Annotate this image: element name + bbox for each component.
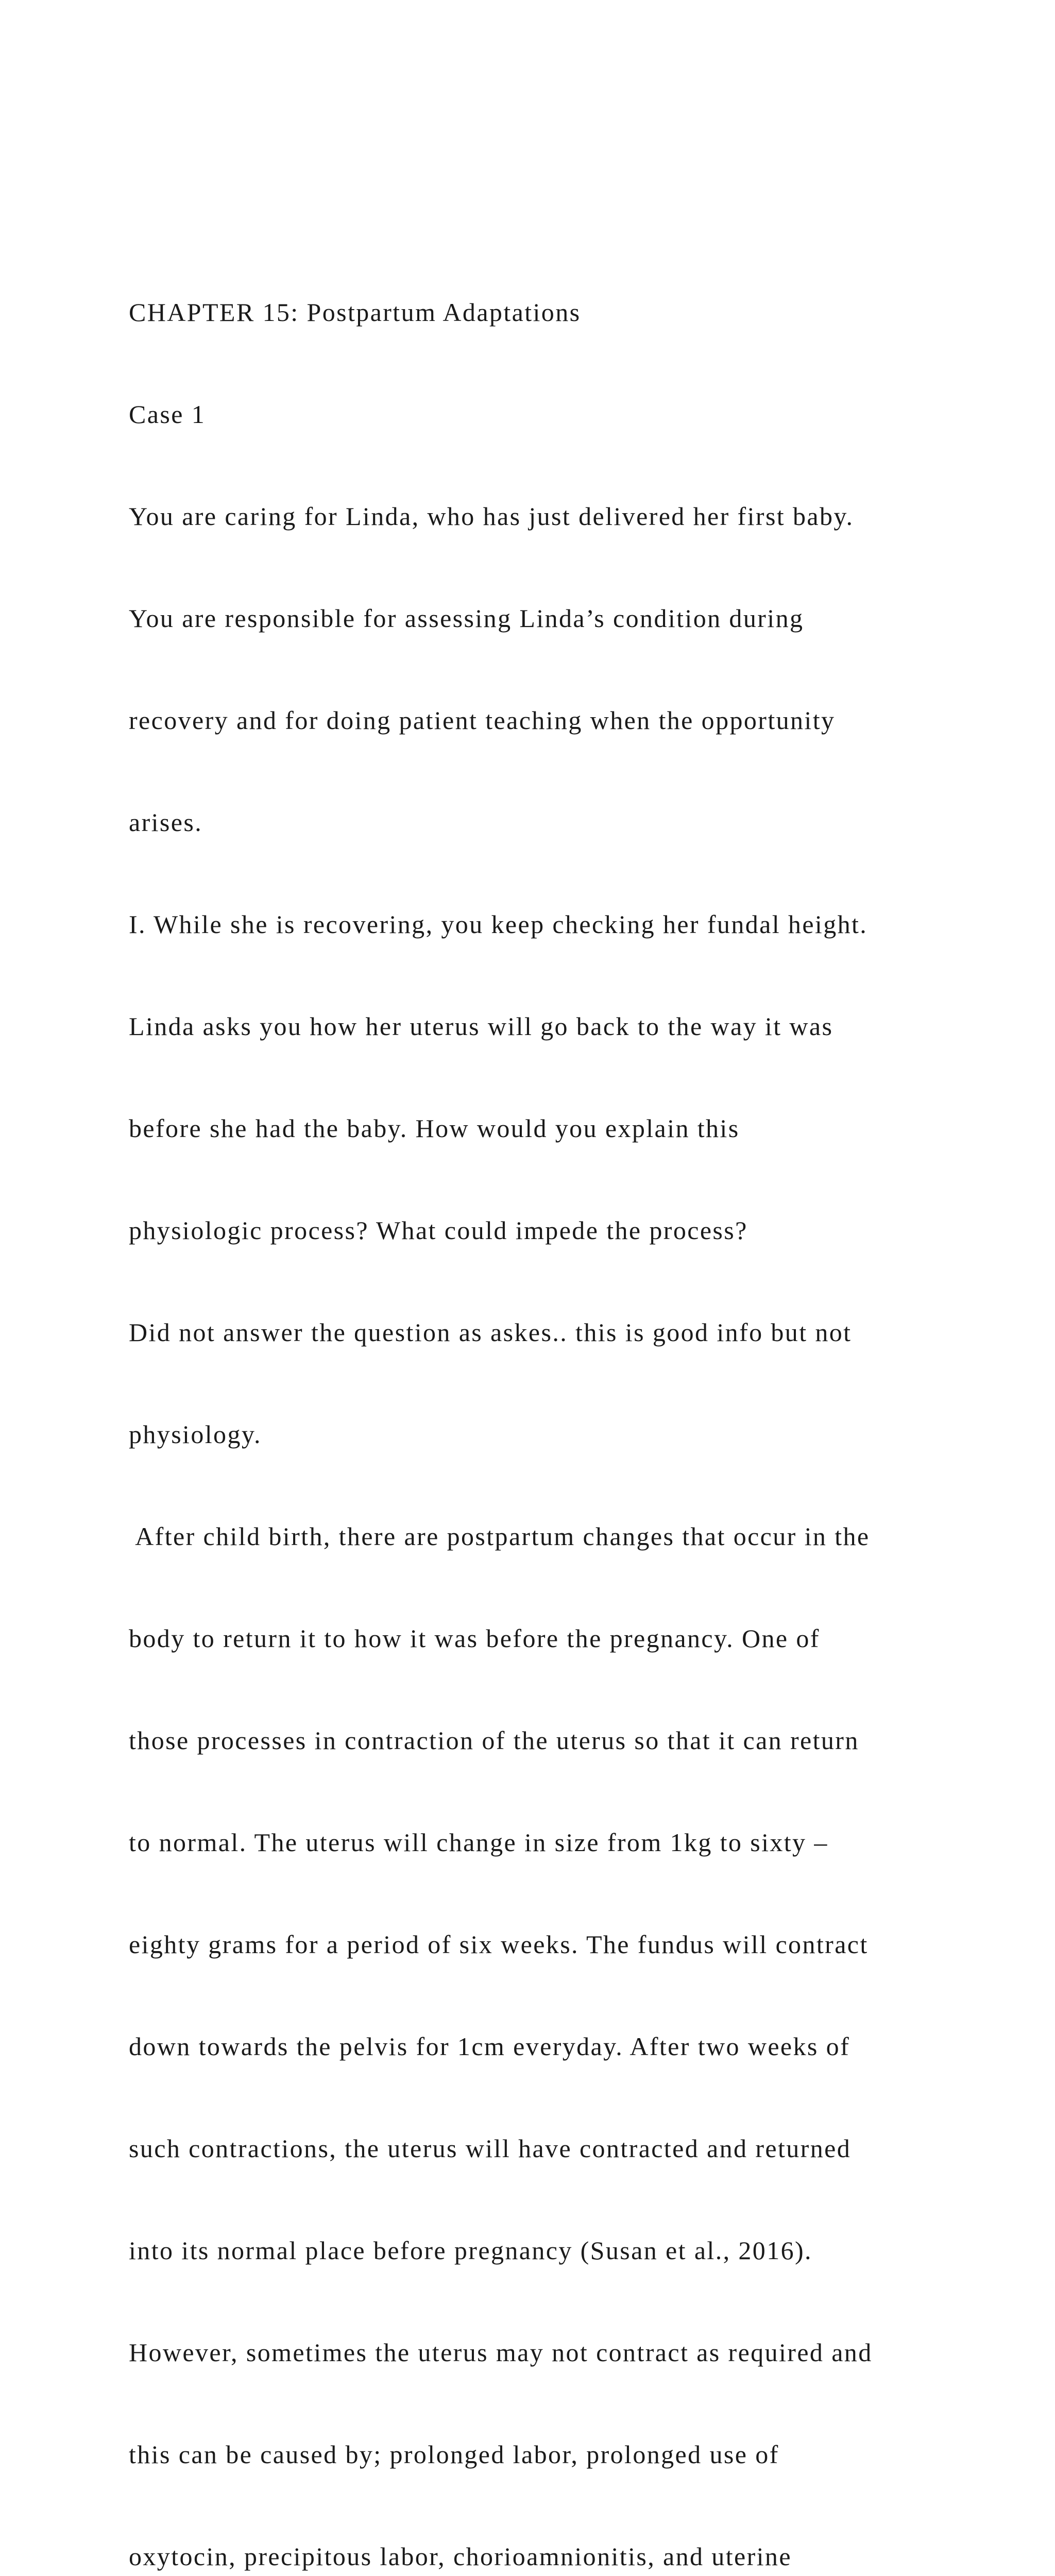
- answer-1-line: to normal. The uterus will change in size from 1kg to sixty –: [129, 1828, 828, 1857]
- question-1-line: before she had the baby. How would you explain this: [129, 1114, 740, 1143]
- chapter-title: CHAPTER 15: Postpartum Adaptations: [129, 298, 581, 327]
- instructor-comment-line: Did not answer the question as askes.. this is good info but not: [129, 1318, 852, 1347]
- answer-1-line: However, sometimes the uterus may not contract as required and: [129, 2338, 873, 2367]
- question-1-line: physiologic process? What could impede the process?: [129, 1216, 748, 1245]
- answer-1-line: body to return it to how it was before the pregnancy. One of: [129, 1624, 820, 1653]
- text-line: You are caring for Linda, who has just delivered her first baby.: [129, 502, 854, 531]
- answer-1-line: into its normal place before pregnancy (Susan et al., 2016).: [129, 2236, 812, 2265]
- question-1-line: I. While she is recovering, you keep checking her fundal height.: [129, 910, 868, 939]
- document-body: [129, 227, 1015, 2576]
- text-line: recovery and for doing patient teaching when the opportunity: [129, 706, 836, 735]
- answer-1-line: this can be caused by; prolonged labor, prolonged use of: [129, 2440, 779, 2469]
- answer-1-line: down towards the pelvis for 1cm everyday. After two weeks of: [129, 2032, 850, 2061]
- answer-1-line: eighty grams for a period of six weeks. The fundus will contract: [129, 1930, 869, 1959]
- text-line: arises.: [129, 808, 203, 837]
- instructor-comment-line: physiology.: [129, 1420, 262, 1449]
- answer-1-line: After child birth, there are postpartum changes that occur in the: [129, 1522, 870, 1551]
- answer-1-line: those processes in contraction of the uterus so that it can return: [129, 1726, 859, 1755]
- answer-1-line: oxytocin, precipitous labor, chorioamnionitis, and uterine: [129, 2542, 792, 2571]
- answer-1-line: such contractions, the uterus will have contracted and returned: [129, 2134, 852, 2163]
- question-1-line: Linda asks you how her uterus will go back to the way it was: [129, 1012, 833, 1041]
- text-line: You are responsible for assessing Linda’s condition during: [129, 604, 804, 633]
- case-heading: Case 1: [129, 400, 206, 429]
